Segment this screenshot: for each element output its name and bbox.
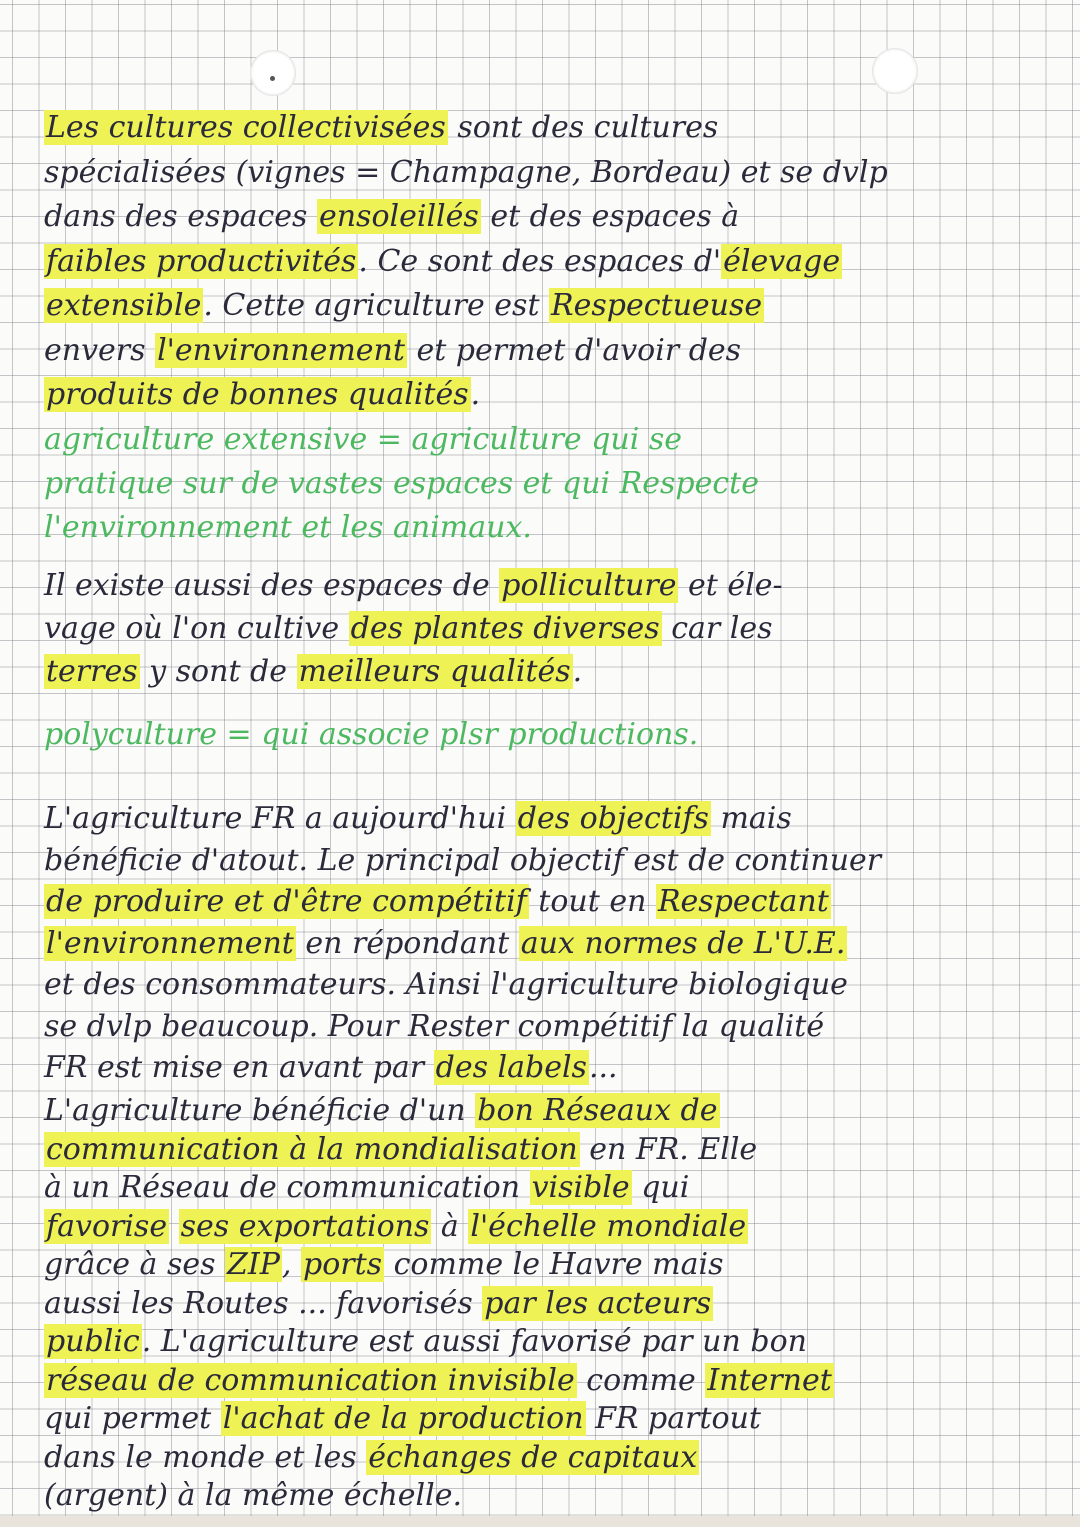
highlighted-text: communication à la mondialisation [46,1131,578,1167]
highlighted-text: des labels [435,1050,587,1085]
text-segment: en FR. Elle [579,1131,758,1167]
highlighted-text: l'environnement [157,332,405,368]
text-segment: . [572,654,583,689]
highlighted-text: bon Réseaux de [477,1093,718,1128]
text-segment: qui permet [44,1401,221,1436]
text-line [44,1478,1054,1513]
text-line [44,1008,1054,1044]
binder-hole-left [250,50,296,96]
text-line [44,377,1054,412]
text-segment: comme [576,1362,706,1398]
text-segment: tout en [528,884,656,919]
text-line [44,801,1054,836]
text-segment: mais [710,801,792,836]
text-segment: aussi les Routes ... favorisés [44,1285,483,1321]
highlighted-text: élevage [723,243,841,279]
highlighted-text: terres [46,654,138,689]
highlighted-text: des objectifs [517,801,709,836]
highlighted-text: faibles productivités [46,243,357,279]
text-segment: l'environnement et les animaux. [44,510,532,545]
text-segment: . L'agriculture est aussi favorisé par un bon [141,1324,807,1359]
text-line [44,510,1054,545]
text-line [44,1050,1054,1085]
paragraph-polyculture [44,568,1054,700]
text-segment: FR partout [585,1401,761,1436]
highlighted-text: Respectueuse [551,288,763,323]
highlighted-text: par les acteurs [484,1285,712,1321]
highlighted-text: l'échelle mondiale [470,1208,747,1244]
text-line [44,654,1054,689]
text-line [44,1093,1054,1128]
highlighted-text: Internet [707,1362,832,1398]
highlighted-text: Respectant [657,884,829,919]
highlighted-text: aux normes de L'U.E. [520,925,846,961]
text-segment: L'agriculture FR a aujourd'hui [44,801,516,836]
text-line [44,199,1054,234]
pen-dot [270,76,275,81]
text-segment: et permet d'avoir des [406,332,742,368]
text-segment [169,1209,179,1244]
text-segment: pratique sur de vastes espaces et qui Respecte [44,466,759,501]
text-segment: et des consommateurs. Ainsi l'agriculture biologique [44,967,848,1002]
text-segment: vage où l'on cultive [44,611,349,646]
text-segment: . Cette agriculture est [203,288,550,323]
text-line [44,1247,1054,1282]
highlighted-text: de produire et d'être compétitif [46,884,527,919]
text-line [44,717,1054,752]
paragraph-collective-crops [44,110,1054,425]
text-segment: spécialisées (vignes = Champagne, Bordeau) et se dvlp [44,154,888,190]
highlighted-text: polliculture [501,568,677,603]
text-line [44,1208,1054,1244]
text-segment: qui [631,1170,690,1205]
text-line [44,243,1054,279]
text-line [44,288,1054,323]
highlighted-text: favorise [46,1208,168,1244]
text-line [44,1131,1054,1167]
text-segment: dans des espaces [44,199,317,234]
text-segment: . [470,377,481,412]
text-line [44,422,1054,457]
text-segment: L'agriculture bénéficie d'un [44,1093,476,1128]
text-segment: car les [661,611,773,646]
text-line [44,611,1054,646]
text-segment: comme le Havre mais [384,1247,724,1282]
text-segment: , [281,1247,301,1282]
text-line [44,925,1054,961]
text-segment: FR est mise en avant par [44,1050,434,1085]
text-line [44,884,1054,919]
text-segment: et des espaces à [480,199,740,234]
definition-polyculture [44,717,1054,764]
highlighted-text: ensoleillés [318,199,479,234]
text-segment: ... [588,1050,618,1085]
text-line [44,110,1054,145]
text-segment: bénéficie d'atout. Le principal objectif est de continuer [44,842,882,878]
text-line [44,1362,1054,1398]
text-line [44,1324,1054,1359]
highlighted-text: Les cultures collectivisées [46,110,446,145]
text-line [44,967,1054,1002]
highlighted-text: public [46,1324,140,1359]
highlighted-text: meilleurs qualités [298,654,571,689]
highlighted-text: échanges de capitaux [368,1439,698,1475]
text-segment: en répondant [295,925,519,961]
text-line [44,1439,1054,1475]
text-segment: dans le monde et les [44,1439,367,1475]
highlighted-text: produits de bonnes qualités [46,377,469,412]
text-line [44,842,1054,878]
text-line [44,466,1054,501]
paragraph-objectives [44,801,1054,1095]
highlighted-text: ses exportations [180,1208,430,1244]
text-segment: . Ce sont des espaces d' [358,243,722,279]
definition-extensive-agriculture [44,422,1054,557]
text-line [44,332,1054,368]
text-line [44,568,1054,603]
text-segment: (argent) à la même échelle. [44,1478,462,1513]
page-bottom-edge [0,1516,1080,1527]
text-segment: polyculture = qui associe plsr productions. [44,717,699,752]
highlighted-text: réseau de communication invisible [46,1362,575,1398]
highlighted-text: ZIP [227,1247,280,1282]
highlighted-text: des plantes diverses [350,611,660,646]
text-segment: sont des cultures [447,110,719,145]
text-line [44,1170,1054,1205]
highlighted-text: visible [531,1170,630,1205]
text-segment: grâce à ses [44,1247,226,1282]
text-segment: agriculture extensive = agriculture qui se [44,422,683,457]
text-segment: à un Réseau de communication [44,1170,530,1205]
text-segment: et éle- [678,568,783,603]
text-line [44,154,1054,190]
highlighted-text: ports [303,1247,383,1282]
text-segment: y sont de [139,654,297,689]
paragraph-communication-network [44,1093,1054,1520]
highlighted-text: l'achat de la production [222,1401,584,1436]
text-line [44,1285,1054,1321]
text-line [44,1401,1054,1436]
text-segment: se dvlp beaucoup. Pour Rester compétitif la qualité [44,1008,825,1044]
text-segment: à [431,1208,469,1244]
highlighted-text: l'environnement [46,925,294,961]
highlighted-text: extensible [46,288,202,323]
text-segment: envers [44,332,156,368]
text-segment: Il existe aussi des espaces de [44,568,500,603]
binder-hole-right [872,48,918,94]
